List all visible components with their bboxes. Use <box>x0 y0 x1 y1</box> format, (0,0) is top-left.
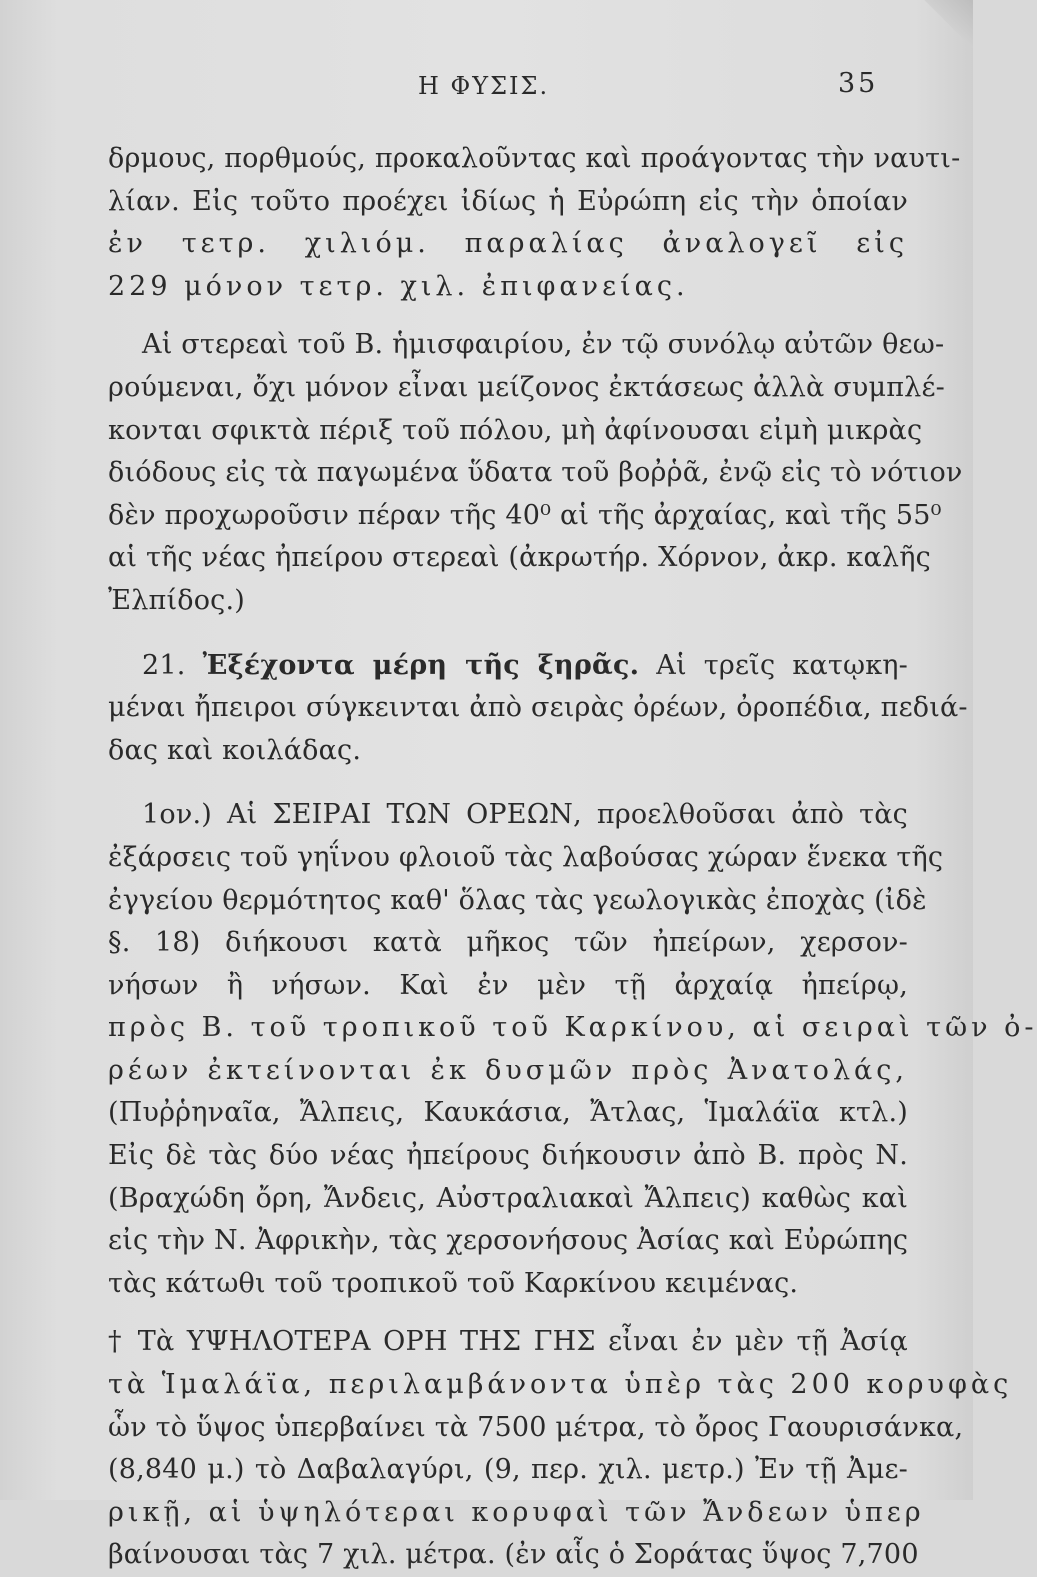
text-line: 1ον.) Αἱ ΣΕΙΡΑΙ ΤΩΝ ΟΡΕΩΝ, προελθοῦσαι ἀπὸ τὰς <box>142 799 908 831</box>
text-line: διόδους εἰς τὰ παγωμένα ὕδατα τοῦ βοῤῥᾶ, ἐνῷ εἰς τὸ νότιον <box>108 457 963 489</box>
text-line: δας καὶ κοιλάδας. <box>108 734 362 766</box>
text-line: δρμους, πορθμούς, προκαλοῦντας καὶ προάγοντας τὴν ναυτι- <box>108 143 961 174</box>
text-line: αἱ τῆς νέας ἠπείρου στερεαὶ (ἀκρωτήρ. Χόρνον, ἀκρ. καλῆς <box>108 542 931 574</box>
text-line: §. 18) διήκουσι κατὰ μῆκος τῶν ἠπείρων, χερσον- <box>108 927 908 959</box>
text-line: ἐγγείου θερμότητος καθ' ὅλας τὰς γεωλογικὰς ἐποχὰς (ἰδὲ <box>108 884 927 916</box>
text-line: τὰ Ἱμαλάϊα, περιλαμβάνοντα ὑπὲρ τὰς 200 κορυφὰς <box>108 1369 1013 1401</box>
text-line: Ἐλπίδος.) <box>108 584 246 616</box>
section-heading-line <box>108 645 908 688</box>
text-line: (8,840 μ.) τὸ Δαβαλαγύρι, (9, περ. χιλ. μετρ.) Ἐν τῇ Ἀμε- <box>108 1454 908 1486</box>
text-line: Εἰς δὲ τὰς δύο νέας ἠπείρους διήκουσιν ἀπὸ Β. πρὸς Ν. <box>108 1140 908 1172</box>
text-line: δὲν προχωροῦσιν πέραν τῆς 40⁰ αἱ τῆς ἀρχαίας, καὶ τῆς 55⁰ <box>108 499 942 531</box>
text-line: μέναι ἤπειροι σύγκεινται ἀπὸ σειρὰς ὀρέων, ὀροπέδια, πεδιά- <box>108 692 968 724</box>
text-line: ὧν τὸ ὕψος ὑπερβαίνει τὰ 7500 μέτρα, τὸ ὄρος Γαουρισάνκα, <box>108 1411 964 1443</box>
text-line: ἐξάρσεις τοῦ γηΐνου φλοιοῦ τὰς λαβούσας χώραν ἕνεκα τῆς <box>108 841 944 873</box>
text-line: ρέων ἐκτείνονται ἐκ δυσμῶν πρὸς Ἀνατολάς, <box>108 1054 908 1086</box>
section-heading: Ἐξέχοντα μέρη τῆς ξηρᾶς. <box>202 649 640 681</box>
body-text <box>108 138 1037 1577</box>
text-line: εἰς τὴν Ν. Ἀφρικὴν, τὰς χερσονήσους Ἀσίας καὶ Εὐρώπης <box>108 1225 909 1257</box>
page-corner <box>913 0 973 60</box>
text-line: 229 μόνον τετρ. χιλ. ἐπιφανείας. <box>108 270 689 302</box>
text-line: λίαν. Εἰς τοῦτο προέχει ἰδίως ἡ Εὐρώπη εἰς τὴν ὁποίαν <box>108 185 908 217</box>
text-line: βαίνουσαι τὰς 7 χιλ. μέτρα. (ἐν αἷς ὁ Σοράτας ὕψος 7,700 <box>108 1539 919 1571</box>
running-title: Η ΦΥΣΙΣ. <box>418 72 550 100</box>
text-line: ρούμεναι, ὄχι μόνον εἶναι μείζονος ἐκτάσεως ἀλλὰ συμπλέ- <box>108 371 946 403</box>
text-line: ρικῇ, αἱ ὑψηλότεραι κορυφαὶ τῶν Ἄνδεων ὑπερ <box>108 1496 925 1528</box>
text-line: τὰς κάτωθι τοῦ τροπικοῦ τοῦ Καρκίνου κειμένας. <box>108 1267 799 1299</box>
section-number: 21. <box>142 649 186 681</box>
text-line: πρὸς Β. τοῦ τροπικοῦ τοῦ Καρκίνου, αἱ σειραὶ τῶν ὀ- <box>108 1012 1037 1044</box>
text-line: νήσων ἢ νήσων. Καὶ ἐν μὲν τῇ ἀρχαίᾳ ἠπείρῳ, <box>108 969 908 1001</box>
text-line: Αἱ στερεαὶ τοῦ Β. ἡμισφαιρίου, ἐν τῷ συνόλῳ αὐτῶν θεω- <box>142 329 945 361</box>
page-header <box>0 68 973 112</box>
text-line: † Τὰ ΥΨΗΛΟΤΕΡΑ ΟΡΗ ΤΗΣ ΓΗΣ εἶναι ἐν μὲν τῇ Ἀσίᾳ <box>108 1326 908 1358</box>
text-line: (Βραχώδη ὄρη, Ἄνδεις, Αὐστραλιακαὶ Ἄλπεις) καθὼς καὶ <box>108 1182 908 1214</box>
text-line: ἐν τετρ. χιλιόμ. παραλίας ἀναλογεῖ εἰς <box>108 228 908 260</box>
page-number: 35 <box>838 68 879 99</box>
section-text: Αἱ τρεῖς κατῳκη- <box>656 649 908 681</box>
text-line: κονται σφικτὰ πέριξ τοῦ πόλου, μὴ ἀφίνουσαι εἰμὴ μικρὰς <box>108 414 923 446</box>
text-line: (Πυῤῥηναῖα, Ἄλπεις, Καυκάσια, Ἄτλας, Ἱμαλάϊα κτλ.) <box>108 1097 908 1129</box>
